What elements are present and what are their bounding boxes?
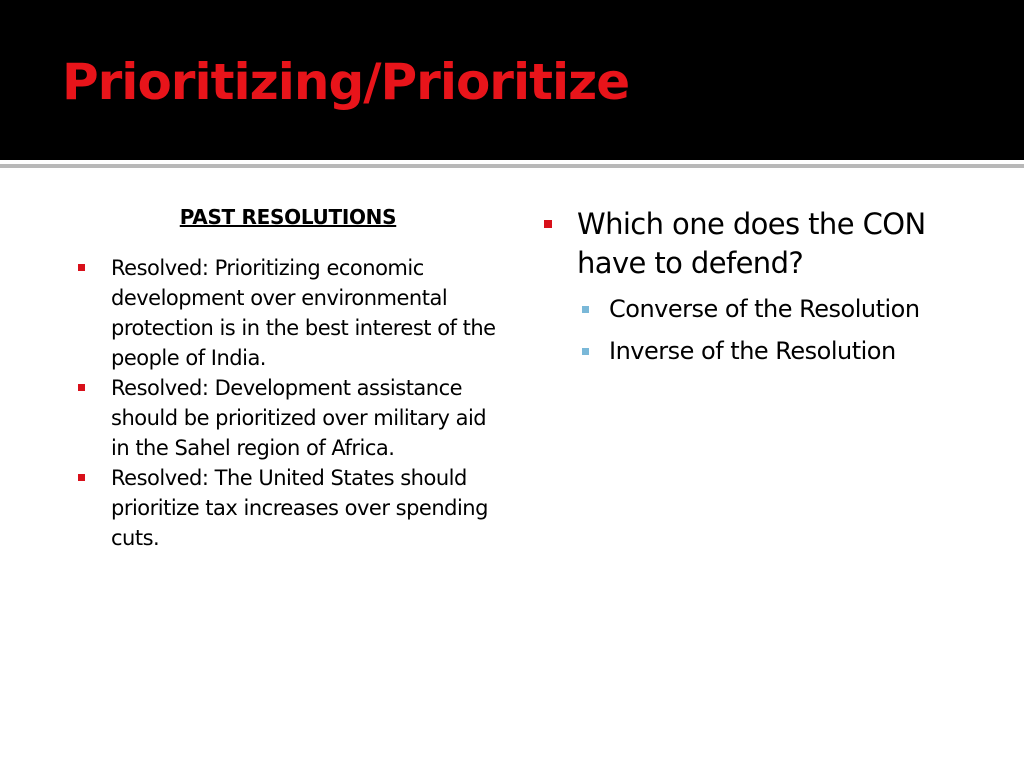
list-item-text: Resolved: Prioritizing economic development over environmental protection is in the best interest of the people of India. — [111, 256, 496, 370]
square-bullet-icon — [582, 348, 589, 355]
list-item-text: Converse of the Resolution — [609, 295, 920, 323]
con-question-column — [544, 205, 984, 377]
past-resolutions-column — [78, 205, 498, 553]
title-divider-gray — [0, 164, 1024, 168]
con-question — [544, 205, 984, 283]
title-bar — [0, 0, 1024, 160]
square-bullet-icon — [78, 264, 85, 271]
past-resolutions-list — [78, 253, 498, 553]
list-item — [78, 463, 498, 553]
list-item — [78, 373, 498, 463]
square-bullet-icon — [78, 384, 85, 391]
con-options-list — [544, 293, 984, 368]
list-item — [577, 335, 984, 368]
con-question-text: Which one does the CON have to defend? — [577, 207, 926, 280]
square-bullet-icon — [582, 306, 589, 313]
list-item — [577, 293, 984, 326]
square-bullet-icon — [78, 474, 85, 481]
past-resolutions-heading: PAST RESOLUTIONS — [179, 205, 397, 229]
list-item — [78, 253, 498, 373]
list-item-text: Resolved: The United States should prioritize tax increases over spending cuts. — [111, 466, 488, 550]
list-item-text: Inverse of the Resolution — [609, 337, 896, 365]
list-item-text: Resolved: Development assistance should be prioritized over military aid in the Sahel region of Africa. — [111, 376, 487, 460]
square-bullet-icon — [544, 220, 552, 228]
slide-title: Prioritizing/Prioritize — [62, 53, 630, 111]
